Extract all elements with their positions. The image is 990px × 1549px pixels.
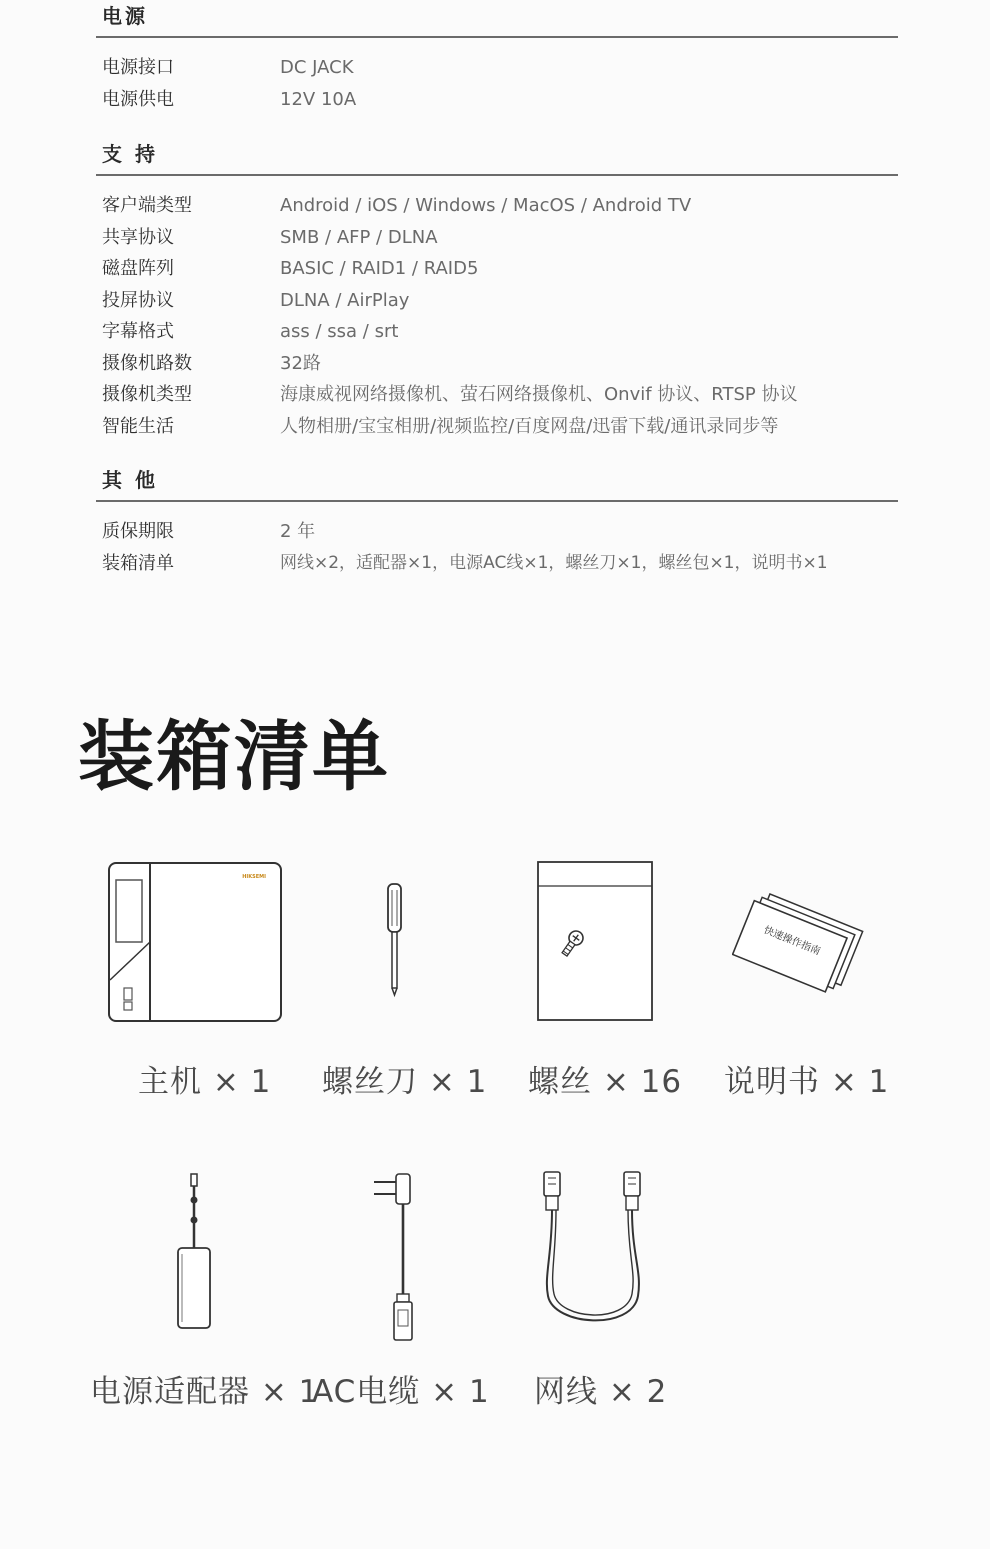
- section-support: [96, 134, 898, 437]
- spec-row: 摄像机类型 海康威视网络摄像机、萤石网络摄像机、Onvif 协议、RTSP 协议: [102, 384, 798, 405]
- packing-item-network-cable: [538, 1166, 650, 1336]
- host-brand-text: HIKSEMI: [242, 874, 266, 880]
- packing-item-ac-cable: [370, 1168, 418, 1344]
- packing-title: 装箱清单: [78, 712, 390, 801]
- spec-row: 电源接口 DC JACK: [102, 57, 354, 78]
- spec-row: 字幕格式 ass / ssa / srt: [102, 321, 399, 342]
- ac-cable-icon: [370, 1168, 418, 1344]
- network-cable-icon: [538, 1166, 650, 1336]
- screwdriver-icon: [380, 880, 410, 1000]
- spec-row: 摄像机路数 32路: [102, 352, 321, 374]
- packing-item-label: 说明书 × 1: [724, 1064, 890, 1100]
- packing-item-screwdriver: [380, 880, 410, 1000]
- packing-item-adapter: [172, 1170, 218, 1332]
- packing-item-label: 螺丝 × 16: [528, 1064, 683, 1100]
- spec-row: 投屏协议 DLNA / AirPlay: [102, 289, 410, 311]
- packing-item-manual: [732, 888, 864, 996]
- packing-item-label: 螺丝刀 × 1: [322, 1064, 488, 1100]
- spec-row: 磁盘阵列 BASIC / RAID1 / RAID5: [102, 258, 479, 279]
- packing-item-label: 主机 × 1: [138, 1064, 272, 1100]
- packing-item-label: 电源适配器 × 1: [90, 1374, 320, 1410]
- packing-item-screws: [536, 860, 656, 1024]
- manual-icon: [732, 888, 864, 996]
- packing-item-host: [104, 860, 284, 1026]
- spec-row: 质保期限 2 年: [102, 521, 316, 542]
- spec-row: 客户端类型 Android / iOS / Windows / MacOS / Android TV: [102, 195, 692, 216]
- section-title: 电源: [96, 0, 898, 38]
- section-title: 支 持: [96, 134, 898, 176]
- spec-row: 电源供电 12V 10A: [102, 88, 357, 110]
- manual-text: 快速操作指南: [761, 924, 822, 958]
- nas-host-icon: [104, 860, 284, 1026]
- section-title: 其 他: [96, 460, 898, 502]
- section-power: [96, 0, 898, 110]
- packing-item-label: AC电缆 × 1: [312, 1374, 490, 1410]
- packing-item-label: 网线 × 2: [534, 1374, 668, 1410]
- section-other: [96, 460, 898, 574]
- spec-row: 装箱清单 网线×2，适配器×1，电源AC线×1，螺丝刀×1，螺丝包×1，说明书×1: [102, 552, 828, 574]
- power-adapter-icon: [172, 1170, 218, 1332]
- spec-row: 智能生活 人物相册/宝宝相册/视频监控/百度网盘/迅雷下载/通讯录同步等: [102, 415, 779, 437]
- screw-bag-icon: [536, 860, 656, 1024]
- spec-row: 共享协议 SMB / AFP / DLNA: [102, 226, 438, 248]
